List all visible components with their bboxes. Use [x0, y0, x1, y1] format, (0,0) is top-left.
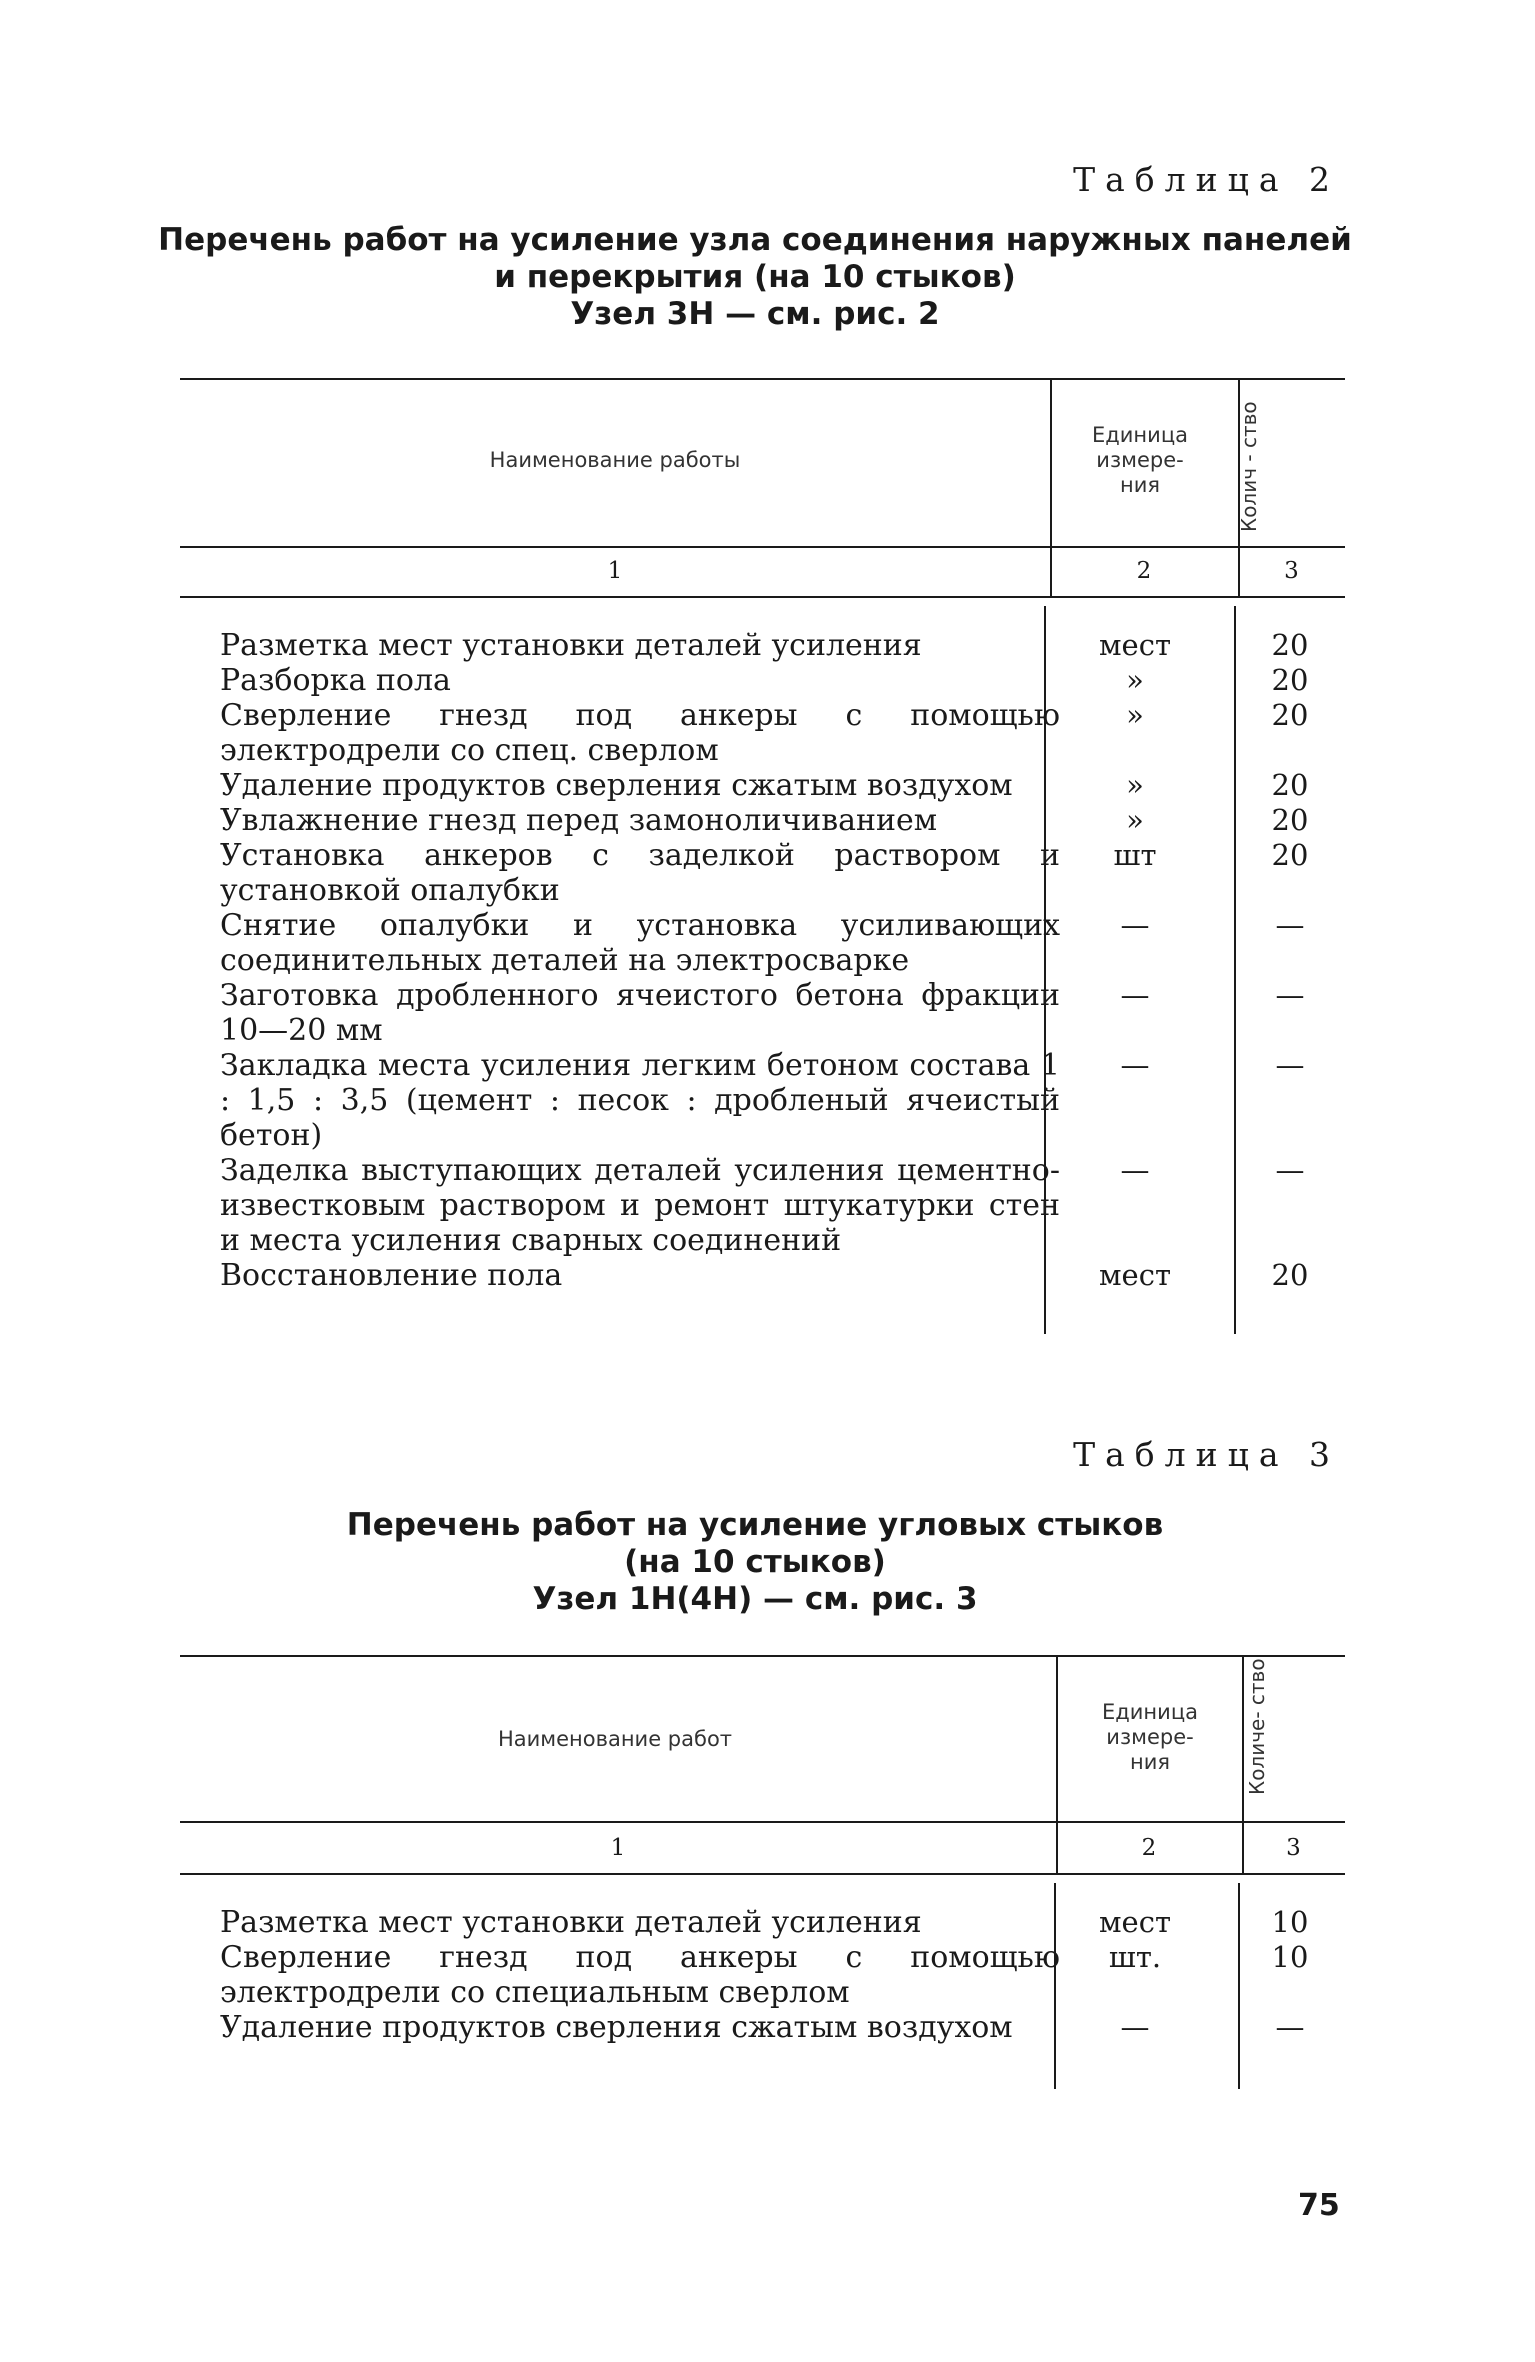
row-name: Установка анкеров с заделкой раствором и установкой опалубки: [220, 838, 1060, 908]
row-qty: 20: [1271, 663, 1309, 697]
row-name: Разметка мест установки деталей усиления: [220, 628, 922, 663]
table-row: [180, 1153, 1345, 1258]
table2-colnum-2: 2: [1136, 558, 1152, 584]
row-qty: —: [1275, 908, 1305, 942]
row-qty: 20: [1271, 803, 1309, 837]
row-unit: мест: [1098, 1258, 1171, 1292]
table-row: [180, 768, 1345, 803]
table3-top-rule: [180, 1655, 1345, 1657]
table2-rows: [180, 628, 1345, 1293]
table3-colnum-1: 1: [610, 1835, 626, 1861]
row-qty: —: [1275, 1048, 1305, 1082]
table3-header-qty: Количе- ство: [1245, 1658, 1269, 1795]
row-name: Увлажнение гнезд перед замоноличиванием: [220, 803, 938, 838]
table3-header-unit: Единица измере- ния: [1102, 1700, 1198, 1774]
row-qty: —: [1275, 978, 1305, 1012]
table-row: [180, 1258, 1345, 1293]
table3-title: [150, 1507, 1360, 1618]
row-unit: »: [1126, 803, 1144, 837]
row-unit: »: [1126, 663, 1144, 697]
table2-header-rule: [180, 546, 1345, 548]
table-row: [180, 2010, 1345, 2045]
row-name: Разборка пола: [220, 663, 451, 698]
table-row: [180, 1048, 1345, 1153]
table3-rows: [180, 1905, 1345, 2045]
row-name: Разметка мест установки деталей усиления: [220, 1905, 922, 1940]
table2-title-line: Узел 3Н — см. рис. 2: [570, 296, 940, 332]
table-row: [180, 978, 1345, 1048]
row-name: Сверление гнезд под анкеры с помощью электродрели со специальным сверлом: [220, 1940, 1060, 2010]
table3-numbers-rule: [180, 1873, 1345, 1875]
row-name: Заготовка дробленного ячеистого бетона фракции 10—20 мм: [220, 978, 1060, 1048]
row-name: Удаление продуктов сверления сжатым воздухом: [220, 2010, 1013, 2045]
table-row: [180, 803, 1345, 838]
row-unit: мест: [1098, 1905, 1171, 1939]
table-row: [180, 698, 1345, 768]
row-name: Удаление продуктов сверления сжатым воздухом: [220, 768, 1013, 803]
table3-header-name: Наименование работ: [497, 1727, 733, 1751]
table-row: [180, 663, 1345, 698]
row-name: Сверление гнезд под анкеры с помощью электродрели со спец. сверлом: [220, 698, 1060, 768]
table2-title-line: Перечень работ на усиление узла соединения наружных панелей: [158, 222, 1352, 258]
table-row: [180, 1905, 1345, 1940]
row-name: Восстановление пола: [220, 1258, 563, 1293]
row-unit: —: [1120, 1153, 1150, 1187]
table3-title-line: Узел 1Н(4Н) — см. рис. 3: [532, 1581, 978, 1617]
row-unit: »: [1126, 768, 1144, 802]
table3-title-line: (на 10 стыков): [624, 1544, 886, 1580]
row-name: Заделка выступающих деталей усиления цементно-известковым раствором и ремонт штукатурки стен и места усиления сварных соединений: [220, 1153, 1060, 1258]
table-row: [180, 908, 1345, 978]
row-unit: —: [1120, 908, 1150, 942]
table3-colnum-2: 2: [1141, 1835, 1157, 1861]
row-qty: 20: [1271, 698, 1309, 732]
row-unit: шт: [1113, 838, 1157, 872]
row-unit: мест: [1098, 628, 1171, 662]
row-unit: —: [1120, 2010, 1150, 2044]
table3: [180, 1655, 1345, 2095]
table3-label: Таблица 3: [1073, 1435, 1340, 1474]
table-row: [180, 838, 1345, 908]
table3-header-rule: [180, 1821, 1345, 1823]
row-unit: шт.: [1108, 1940, 1162, 1974]
table2-colnum-3: 3: [1284, 558, 1299, 584]
table2: [180, 378, 1345, 1338]
row-name: Закладка места усиления легким бетоном состава 1 : 1,5 : 3,5 (цемент : песок : дробленый ячеистый бетон): [220, 1048, 1060, 1153]
page-number: 75: [1298, 2188, 1340, 2223]
row-qty: 20: [1271, 768, 1309, 802]
table2-title-line: и перекрытия (на 10 стыков): [494, 259, 1016, 295]
table-row: [180, 628, 1345, 663]
table-row: [180, 1940, 1345, 2010]
row-qty: 10: [1271, 1905, 1309, 1939]
row-qty: 10: [1271, 1940, 1309, 1974]
row-qty: —: [1275, 2010, 1305, 2044]
table2-title: [150, 222, 1360, 333]
table3-title-line: Перечень работ на усиление угловых стыков: [346, 1507, 1164, 1543]
row-name: Снятие опалубки и установка усиливающих соединительных деталей на электросварке: [220, 908, 1060, 978]
table3-colnum-3: 3: [1286, 1835, 1301, 1861]
row-unit: —: [1120, 978, 1150, 1012]
row-qty: 20: [1271, 838, 1309, 872]
table2-top-rule: [180, 378, 1345, 380]
row-unit: »: [1126, 698, 1144, 732]
row-unit: —: [1120, 1048, 1150, 1082]
row-qty: 20: [1271, 1258, 1309, 1292]
table2-numbers-rule: [180, 596, 1345, 598]
table2-colnum-1: 1: [607, 558, 623, 584]
table2-header-name: Наименование работы: [489, 448, 741, 472]
row-qty: 20: [1271, 628, 1309, 662]
table2-header-qty: Колич - ство: [1237, 401, 1261, 532]
row-qty: —: [1275, 1153, 1305, 1187]
table2-header-unit: Единица измере- ния: [1092, 423, 1188, 497]
table2-label: Таблица 2: [1073, 160, 1340, 199]
